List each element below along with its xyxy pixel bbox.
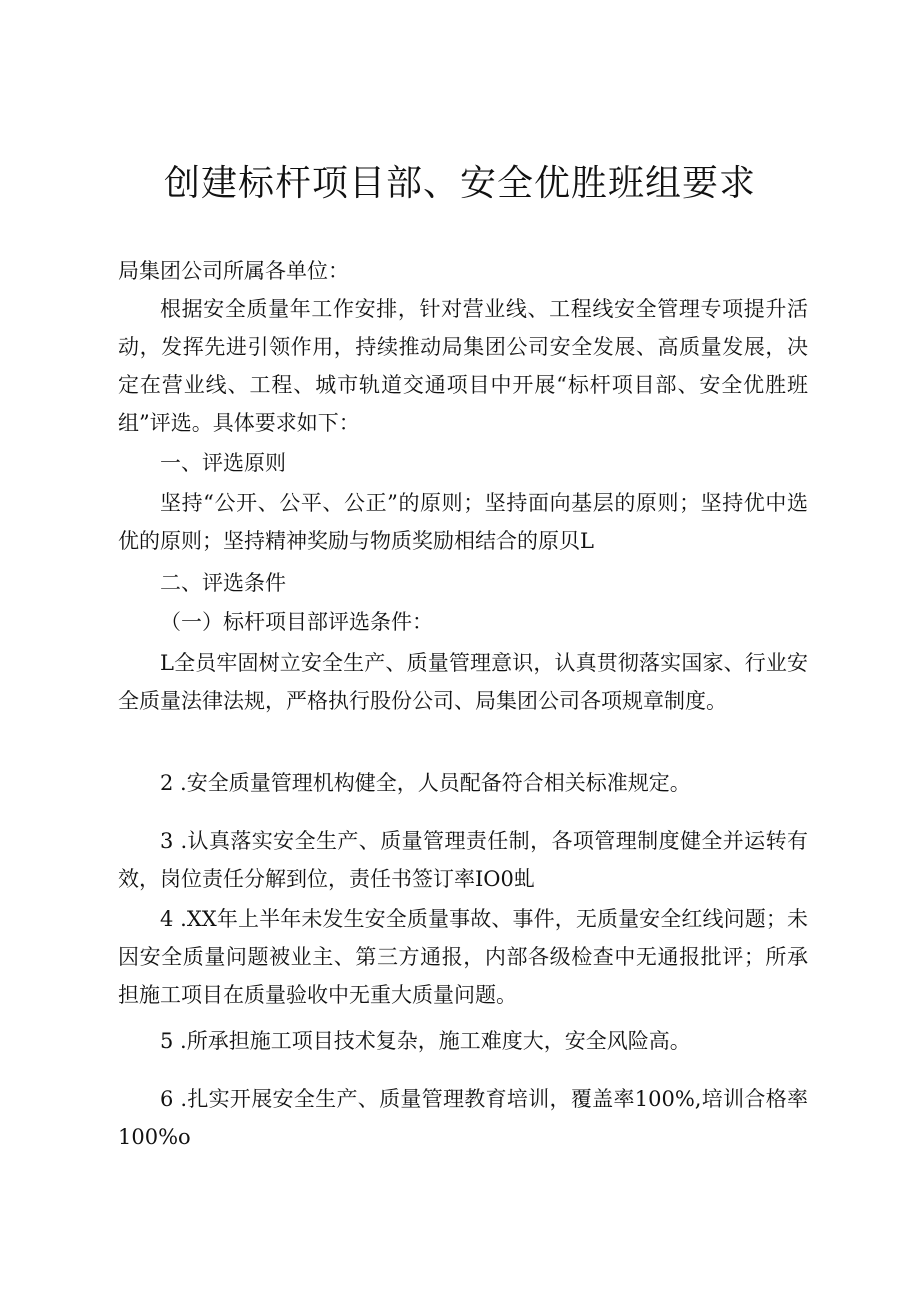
condition-item-4: 4 .XX年上半年未发生安全质量事故、事件，无质量安全红线问题；未因安全质量问题被业主、第三方通报，内部各级检查中无通报批评；所承担施工项目在质量验收中无重大质量问题。 xyxy=(118,907,808,1007)
intro-paragraph: 根据安全质量年工作安排，针对营业线、工程线安全管理专项提升活动，发挥先进引领作用，持续推动局集团公司安全发展、高质量发展，决定在营业线、工程、城市轨道交通项目中开展“标杆项目部、安全优胜班组”评选。具体要求如下： xyxy=(118,297,808,435)
condition-item-1: L全员牢固树立安全生产、质量管理意识，认真贯彻落实国家、行业安全质量法律法规，严格执行股份公司、局集团公司各项规章制度。 xyxy=(118,651,808,713)
salutation: 局集团公司所属各单位： xyxy=(118,259,349,283)
condition-item-6: 6 .扎实开展安全生产、质量管理教育培训，覆盖率100%,培训合格率100%o xyxy=(118,1087,808,1149)
document-title: 创建标杆项目部、安全优胜班组要求 xyxy=(163,163,756,204)
condition-item-5: 5 .所承担施工项目技术复杂，施工难度大，安全风险高。 xyxy=(160,1029,691,1053)
condition-item-2: 2 .安全质量管理机构健全，人员配备符合相关标准规定。 xyxy=(160,771,691,795)
section-heading-principles: 一、评选原则 xyxy=(160,451,286,475)
section-heading-conditions: 二、评选条件 xyxy=(160,571,286,595)
principles-paragraph: 坚持“公开、公平、公正”的原则；坚持面向基层的原则；坚持优中选优的原则；坚持精神奖励与物质奖励相结合的原贝L xyxy=(118,491,808,553)
subsection-heading-benchmark: （一）标杆项目部评选条件： xyxy=(160,610,433,634)
condition-item-3: 3 .认真落实安全生产、质量管理责任制，各项管理制度健全并运转有效，岗位责任分解到位，责任书签订率IO0虬 xyxy=(118,829,808,891)
